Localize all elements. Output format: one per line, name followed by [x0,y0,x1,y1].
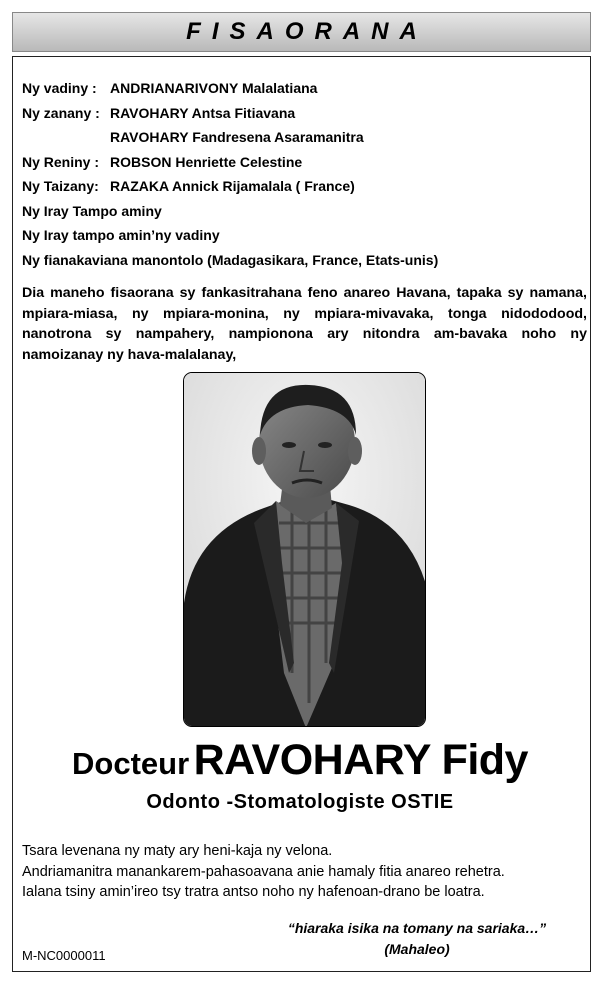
family-label: Ny vadiny : [22,80,97,96]
family-name: ROBSON Henriette Celestine [110,153,303,170]
intro-paragraph: Dia maneho fisaorana sy fankasitrahana feno anareo Havana, tapaka sy namana, mpiara-miasa, ny mpiara-monina, ny mpiara-mivavaka, tonga nidododood, nanotrona sy nampahery, nampionona ary nitondra am-bavaka noho ny namoizanay ny hava-malalanay, [22,285,587,363]
portrait-photo [183,372,426,727]
family-extra-line: Ny Iray Tampo aminy [22,202,162,219]
closing-line: Andriamanitra manankarem-pahasoavana anie hamaly fitia anareo rehetra. [22,863,505,880]
family-row [22,174,582,199]
family-label: Ny Reniny : [22,153,100,170]
deceased-fullname: RAVOHARY Fidy [193,736,528,784]
family-label: Ny zanany : [22,104,100,121]
family-label: Ny Taizany: [22,178,99,194]
quote-block [262,918,572,960]
family-row [22,125,582,150]
deceased-title: Docteur [72,746,190,781]
closing-line: Ialana tsiny amin’ireo tsy tratra antso noho ny hafenoan-drano be loatra. [22,884,485,900]
reference-code: M-NC0000011 [22,948,106,963]
family-extra-line: Ny fianakaviana manontolo (Madagasikara, France, Etats-unis) [22,251,439,268]
family-name: RAZAKA Annick Rijamalala ( France) [110,178,355,194]
family-list [22,76,582,272]
portrait-illustration [184,373,426,727]
deceased-name [0,734,600,796]
family-name: ANDRIANARIVONY Malalatiana [110,80,318,96]
family-row [22,76,582,101]
quote-text: “hiaraka isika na tomany na sariaka…” [287,920,547,936]
family-row [22,150,582,175]
family-name: RAVOHARY Antsa Fitiavana [110,104,296,121]
quote-author: (Mahaleo) [384,941,450,957]
family-name: RAVOHARY Fandresena Asaramanitra [110,129,364,145]
family-extra-line: Ny Iray tampo amin’ny vadiny [22,227,220,243]
header-banner [12,12,591,52]
closing-text [22,841,582,903]
header-title: FISAORANA [186,18,428,45]
closing-line: Tsara levenana ny maty ary heni-kaja ny velona. [22,843,333,859]
family-row [22,101,582,126]
family-label-empty [22,125,110,150]
deceased-profession: Odonto -Stomatologiste OSTIE [146,791,454,813]
